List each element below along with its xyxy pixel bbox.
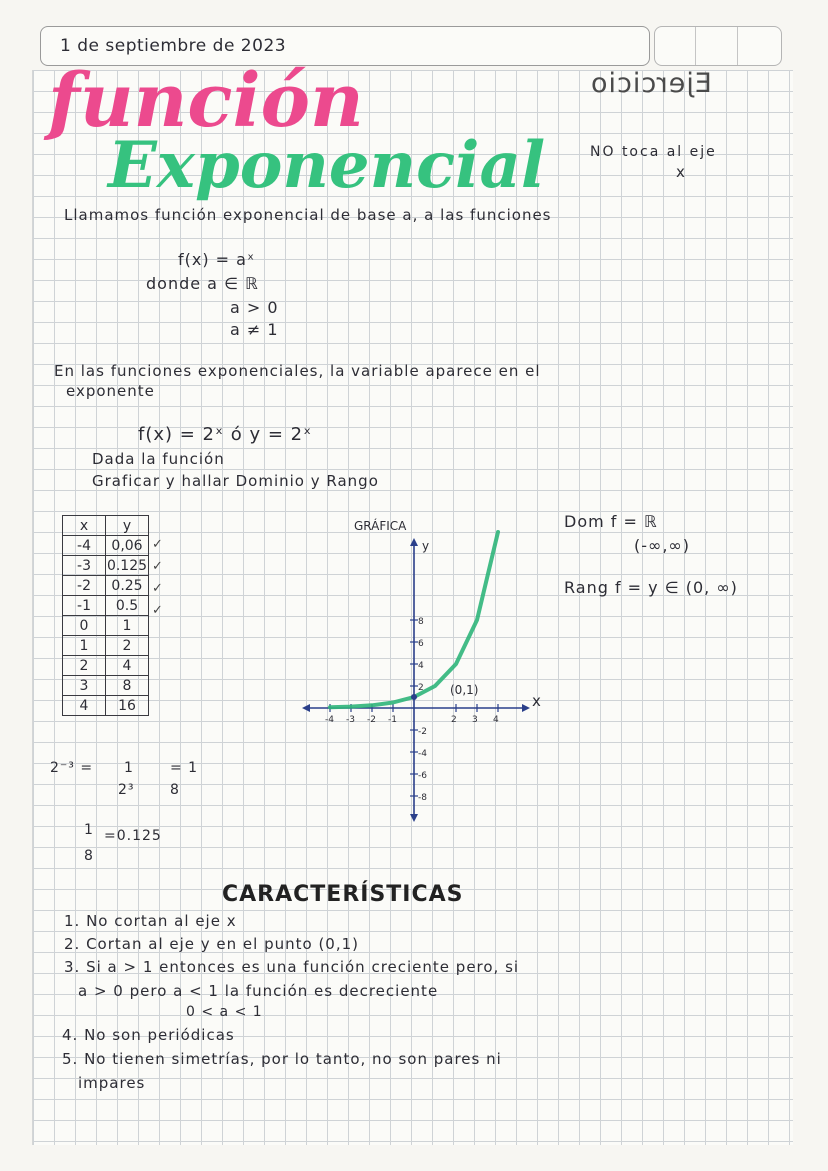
calc-frac3-num: 1 xyxy=(84,822,94,838)
table-cell-x: -4 xyxy=(63,536,106,556)
y-axis-arrow-up xyxy=(410,538,418,546)
x-tick-label: -1 xyxy=(388,715,397,725)
x-tick-label: -3 xyxy=(346,715,355,725)
table-row xyxy=(63,636,149,656)
table-row xyxy=(63,676,149,696)
table-cell-y: 0.125 xyxy=(106,557,148,574)
table-cell-y: 16 xyxy=(106,696,149,716)
table-cell-x: 1 xyxy=(63,636,106,656)
table-cell-x: 2 xyxy=(63,656,106,676)
characteristic-4: 4. No son periódicas xyxy=(62,1026,235,1044)
example-graficar: Graficar y hallar Dominio y Rango xyxy=(92,472,379,490)
characteristic-3-range: 0 < a < 1 xyxy=(186,1004,263,1020)
characteristic-1: 1. No cortan al eje x xyxy=(64,912,237,930)
table-row xyxy=(63,656,149,676)
y-tick-label: -6 xyxy=(418,771,427,781)
x-axis-arrow-left xyxy=(302,704,310,712)
checkmark-icon: ✓ xyxy=(152,559,163,574)
table-header-y: y xyxy=(106,516,149,536)
y-tick-label: -4 xyxy=(418,749,427,759)
table-row xyxy=(63,536,149,556)
checkmark-icon: ✓ xyxy=(152,581,163,596)
characteristic-3: 3. Si a > 1 entonces es una función creciente pero, si xyxy=(64,958,520,976)
y-tick-label: 4 xyxy=(418,661,424,671)
table-cell-x: -2 xyxy=(63,576,106,596)
x-tick-label: 2 xyxy=(451,715,457,725)
formula-a-gt-0: a > 0 xyxy=(230,298,279,317)
table-cell-y: 2 xyxy=(106,636,149,656)
calc-frac3-value: =0.125 xyxy=(104,828,162,844)
characteristic-5: 5. No tienen simetrías, por lo tanto, no son pares ni xyxy=(62,1050,502,1068)
exponential-graph xyxy=(296,480,556,830)
date-text: 1 de septiembre de 2023 xyxy=(60,36,287,56)
calc-frac1-num: 1 xyxy=(124,760,134,776)
graph-y-label: y xyxy=(422,539,430,553)
formula-donde: donde a ∈ ℝ xyxy=(146,274,259,293)
checkmark-icon: ✓ xyxy=(152,537,163,552)
y-tick-label: 8 xyxy=(418,617,424,627)
table-cell-x: 0 xyxy=(63,616,106,636)
table-cell-y: 0,06 xyxy=(106,536,149,556)
title-exponencial: Exponencial xyxy=(108,128,546,203)
y-tick-label: -8 xyxy=(418,793,427,803)
paragraph-line-1: En las funciones exponenciales, la variable aparece en el xyxy=(54,362,541,380)
characteristic-5-cont: impares xyxy=(78,1074,146,1092)
calc-frac2-den: 8 xyxy=(170,782,180,798)
graph-x-label: x xyxy=(532,692,541,710)
y-tick-label: 6 xyxy=(418,639,424,649)
table-cell-x: 4 xyxy=(63,696,106,716)
y-axis-arrow-down xyxy=(410,814,418,822)
calc-frac3-den: 8 xyxy=(84,848,94,864)
point-0-1-marker xyxy=(411,694,417,700)
y-tick-label: -2 xyxy=(418,727,427,737)
characteristics-heading: CARACTERÍSTICAS xyxy=(222,882,464,907)
graph-title: GRÁFICA xyxy=(354,519,407,533)
x-axis-arrow-right xyxy=(522,704,530,712)
table-row xyxy=(63,616,149,636)
table-row xyxy=(63,696,149,716)
definition-text: Llamamos función exponencial de base a, a las funciones xyxy=(64,206,552,224)
table-row xyxy=(63,556,149,576)
note-no-toca: NO toca al eje xyxy=(590,144,717,160)
table-cell-y: 4 xyxy=(106,656,149,676)
graph-point-label: (0,1) xyxy=(450,683,479,697)
characteristic-3-cont: a > 0 pero a < 1 la función es decreciente xyxy=(78,982,439,1000)
range-text: Rang f = y ∈ (0, ∞) xyxy=(564,578,738,597)
example-function: f(x) = 2ˣ ó y = 2ˣ xyxy=(138,424,313,445)
small-date-box xyxy=(654,26,782,66)
paragraph-line-2: exponente xyxy=(66,382,155,400)
y-tick-label: 2 xyxy=(418,683,424,693)
table-row xyxy=(63,596,149,616)
calc-frac2-num: = 1 xyxy=(170,760,199,776)
calc-power: 2⁻³ = xyxy=(50,760,94,776)
x-tick-label: -2 xyxy=(367,715,376,725)
x-tick-label: -4 xyxy=(325,715,334,725)
table-cell-y: 1 xyxy=(106,616,149,636)
values-table xyxy=(62,515,149,716)
calc-frac1-den: 2³ xyxy=(118,782,135,798)
checkmark-icon: ✓ xyxy=(152,603,163,618)
table-header-x: x xyxy=(63,516,106,536)
table-row xyxy=(63,576,149,596)
domain-interval: (-∞,∞) xyxy=(634,536,690,555)
note-x: x xyxy=(676,163,686,181)
domain-text: Dom f = ℝ xyxy=(564,512,658,531)
characteristic-2: 2. Cortan al eje y en el punto (0,1) xyxy=(64,935,359,953)
title-funcion: función xyxy=(48,58,364,144)
formula-a-ne-1: a ≠ 1 xyxy=(230,320,279,339)
example-dada: Dada la función xyxy=(92,450,225,468)
x-tick-label: 3 xyxy=(472,715,478,725)
formula-fx: f(x) = aˣ xyxy=(178,250,256,269)
table-cell-y: 0.5 xyxy=(106,596,149,616)
x-tick-label: 4 xyxy=(493,715,499,725)
table-cell-y: 8 xyxy=(106,676,149,696)
table-cell-x: -3 xyxy=(63,556,106,576)
table-cell-y: 0.25 xyxy=(106,576,149,596)
ejercicio-mirrored-text: Ejercicio xyxy=(590,68,712,99)
table-cell-x: -1 xyxy=(63,596,106,616)
table-cell-x: 3 xyxy=(63,676,106,696)
